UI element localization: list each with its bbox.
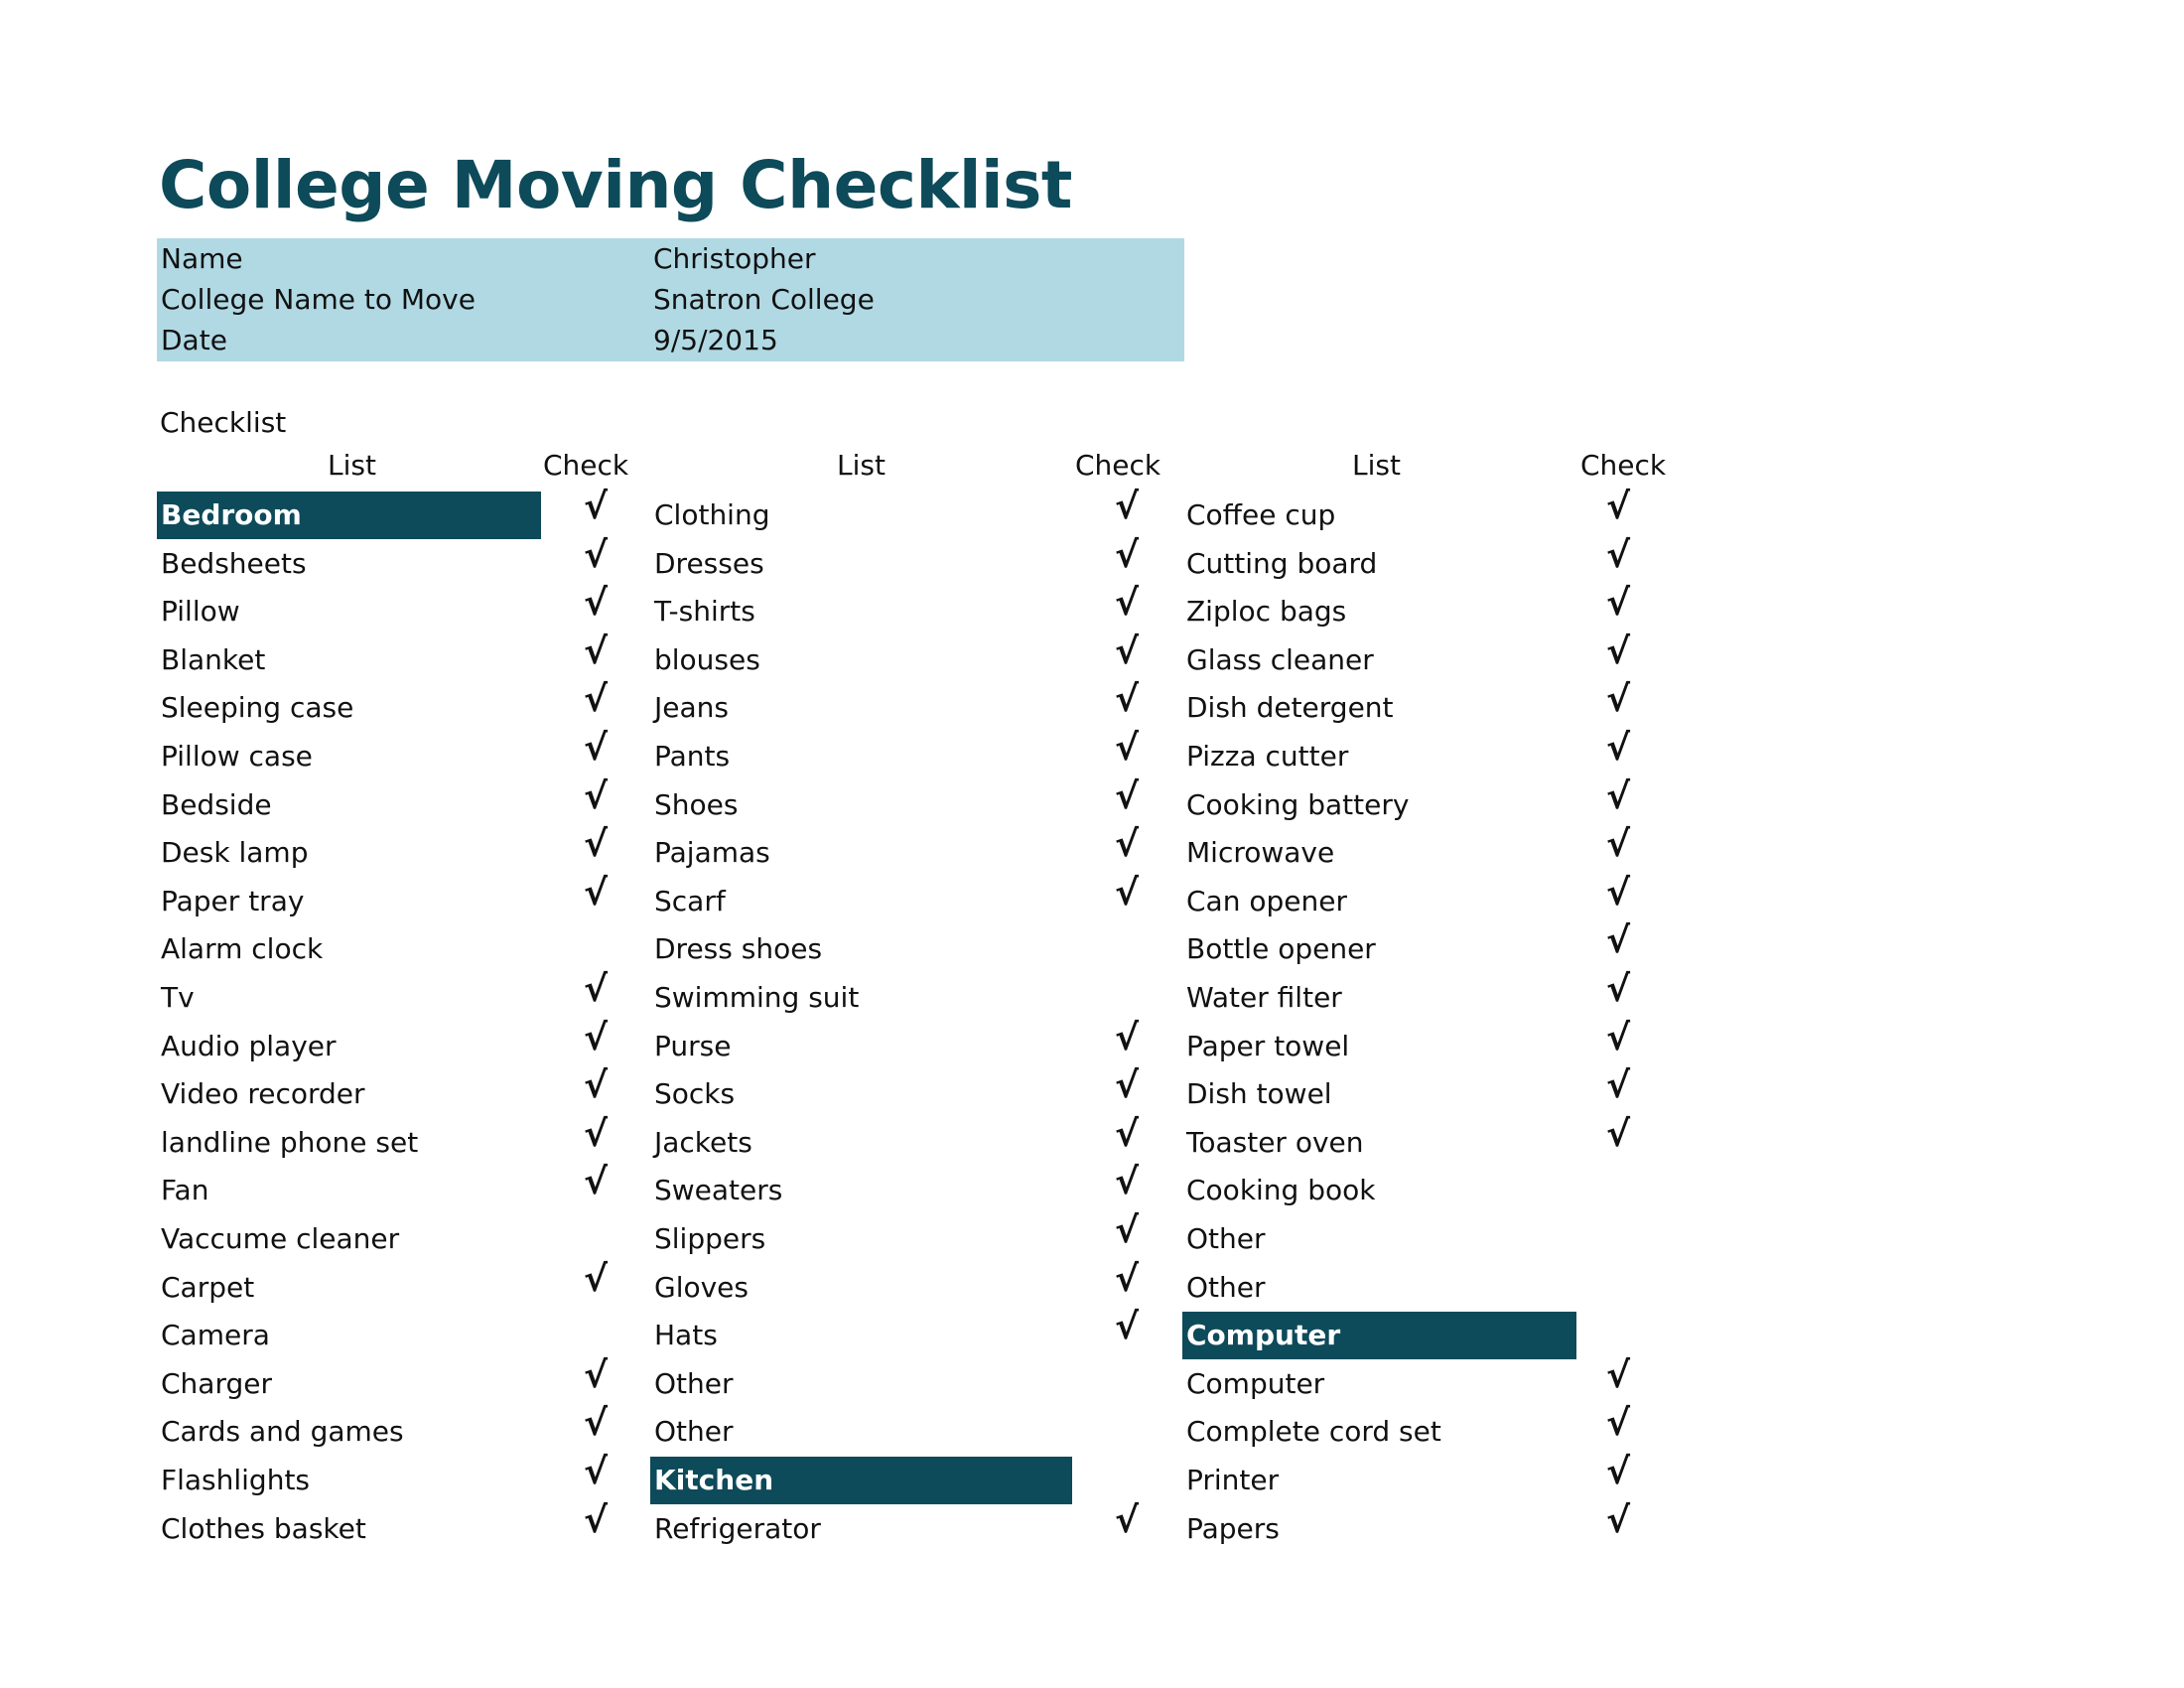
check-mark-icon[interactable]: √ <box>1606 728 1631 769</box>
check-mark-icon[interactable]: √ <box>1606 920 1631 962</box>
item-label: blouses <box>654 642 760 676</box>
checklist-item <box>650 781 1072 829</box>
item-label: Toaster oven <box>1186 1125 1364 1159</box>
check-mark-icon[interactable]: √ <box>1115 679 1140 721</box>
item-label: Carpet <box>161 1270 255 1304</box>
checklist-item <box>157 636 541 684</box>
column-header-list: List <box>837 449 886 482</box>
column-header-list: List <box>1352 449 1401 482</box>
item-label: Cards and games <box>161 1415 404 1449</box>
checklist-item <box>650 1408 1072 1456</box>
checklist-item <box>157 925 541 973</box>
item-label: Clothes basket <box>161 1511 366 1545</box>
check-mark-icon[interactable]: √ <box>1606 824 1631 866</box>
item-label: Glass cleaner <box>1186 642 1374 676</box>
item-label: Pajamas <box>654 836 770 870</box>
checklist-item <box>650 1360 1072 1408</box>
item-label: Dresses <box>654 546 764 580</box>
item-label: Other <box>654 1415 734 1449</box>
checklist-item <box>1182 1215 1576 1263</box>
category-header <box>157 492 541 539</box>
item-label: Socks <box>654 1077 736 1111</box>
item-label: Microwave <box>1186 836 1335 870</box>
checklist-item <box>157 781 541 829</box>
info-row-name <box>157 238 1184 279</box>
info-row-college <box>157 279 1184 320</box>
check-mark-icon[interactable]: √ <box>584 534 609 576</box>
checklist-label: Checklist <box>160 406 287 439</box>
check-mark-icon[interactable]: √ <box>1606 775 1631 817</box>
check-mark-icon[interactable]: √ <box>584 583 609 625</box>
category-header <box>1182 1312 1576 1359</box>
checklist-item <box>1182 974 1576 1022</box>
checklist-item <box>157 733 541 780</box>
info-value[interactable]: Snatron College <box>653 283 875 316</box>
checklist-item <box>1182 829 1576 877</box>
info-label: Date <box>161 324 227 356</box>
checklist-item <box>650 1167 1072 1214</box>
checklist-item <box>650 1215 1072 1263</box>
item-label: Computer <box>1186 1366 1325 1400</box>
item-label: Video recorder <box>161 1077 365 1111</box>
item-label: Pizza cutter <box>1186 740 1349 773</box>
item-label: Paper tray <box>161 884 305 917</box>
checklist-item <box>1182 733 1576 780</box>
check-mark-icon[interactable]: √ <box>584 1065 609 1107</box>
item-label: Clothing <box>654 498 770 531</box>
item-label: Bedside <box>161 787 272 821</box>
check-mark-icon[interactable]: √ <box>584 1017 609 1058</box>
checklist-item <box>157 829 541 877</box>
checklist-item <box>157 1505 541 1553</box>
check-mark-icon[interactable]: √ <box>1606 631 1631 672</box>
item-label: Gloves <box>654 1270 749 1304</box>
checklist-item <box>650 540 1072 588</box>
item-label: Jackets <box>654 1125 752 1159</box>
check-mark-icon[interactable]: √ <box>584 1162 609 1203</box>
item-label: Purse <box>654 1029 732 1062</box>
checklist-item <box>650 733 1072 780</box>
check-mark-icon[interactable]: √ <box>1115 1017 1140 1058</box>
item-label: Water filter <box>1186 981 1342 1014</box>
checklist-item <box>650 974 1072 1022</box>
item-label: Complete cord set <box>1186 1415 1441 1449</box>
check-mark-icon[interactable]: √ <box>584 872 609 914</box>
item-label: Papers <box>1186 1511 1280 1545</box>
checklist-item <box>157 1119 541 1167</box>
check-mark-icon[interactable]: √ <box>584 631 609 672</box>
check-mark-icon[interactable]: √ <box>1606 534 1631 576</box>
info-block <box>157 238 1184 361</box>
item-label: Scarf <box>654 884 726 917</box>
check-mark-icon[interactable]: √ <box>1606 872 1631 914</box>
category-header <box>650 1457 1072 1504</box>
item-label: Coffee cup <box>1186 498 1336 531</box>
check-mark-icon[interactable]: √ <box>584 679 609 721</box>
check-mark-icon[interactable]: √ <box>1606 1452 1631 1492</box>
checklist-item <box>650 492 1072 539</box>
page-title: College Moving Checklist <box>159 147 1072 223</box>
column-header-check: Check <box>1580 449 1667 482</box>
column-header-check: Check <box>1075 449 1161 482</box>
checklist-item <box>1182 878 1576 925</box>
checklist-item <box>157 1360 541 1408</box>
item-label: Dress shoes <box>654 932 823 966</box>
checklist-item <box>1182 588 1576 635</box>
checklist-item <box>1182 1360 1576 1408</box>
checklist-item <box>1182 925 1576 973</box>
info-label: Name <box>161 242 243 275</box>
checklist-item <box>650 1505 1072 1553</box>
item-label: Sweaters <box>654 1174 783 1207</box>
checklist-item <box>1182 1408 1576 1456</box>
check-mark-icon[interactable]: √ <box>1606 1499 1631 1541</box>
checklist-item <box>157 1167 541 1214</box>
check-mark-icon[interactable]: √ <box>1115 487 1140 527</box>
check-mark-icon[interactable]: √ <box>1115 824 1140 866</box>
check-mark-icon[interactable]: √ <box>1606 679 1631 721</box>
item-label: Computer <box>1186 1319 1341 1352</box>
check-mark-icon[interactable]: √ <box>1606 583 1631 625</box>
check-mark-icon[interactable]: √ <box>584 969 609 1010</box>
checklist-item <box>1182 1264 1576 1312</box>
item-label: Paper towel <box>1186 1029 1350 1062</box>
item-label: Flashlights <box>161 1464 311 1496</box>
item-label: Other <box>1186 1222 1266 1255</box>
checklist-item <box>650 636 1072 684</box>
info-label: College Name to Move <box>161 283 476 316</box>
item-label: Refrigerator <box>654 1511 821 1545</box>
item-label: T-shirts <box>654 595 755 629</box>
item-label: Tv <box>161 981 195 1014</box>
item-label: Bedroom <box>161 498 302 531</box>
column-header-list: List <box>328 449 376 482</box>
checklist-item <box>650 1119 1072 1167</box>
item-label: Fan <box>161 1174 209 1207</box>
checklist-item <box>157 588 541 635</box>
item-label: Shoes <box>654 787 739 821</box>
checklist-item <box>157 1070 541 1118</box>
check-mark-icon[interactable]: √ <box>1606 487 1631 527</box>
check-mark-icon[interactable]: √ <box>1606 969 1631 1010</box>
checklist-item <box>157 974 541 1022</box>
check-mark-icon[interactable]: √ <box>1606 1065 1631 1107</box>
check-mark-icon[interactable]: √ <box>1606 1017 1631 1058</box>
item-label: Hats <box>654 1319 718 1352</box>
check-mark-icon[interactable]: √ <box>584 1499 609 1541</box>
check-mark-icon[interactable]: √ <box>584 1113 609 1155</box>
check-mark-icon[interactable]: √ <box>584 1452 609 1492</box>
check-mark-icon[interactable]: √ <box>1606 1403 1631 1445</box>
item-label: Camera <box>161 1319 270 1352</box>
item-label: Desk lamp <box>161 836 309 870</box>
check-mark-icon[interactable]: √ <box>584 728 609 769</box>
checklist-item <box>1182 1023 1576 1070</box>
item-label: Other <box>1186 1270 1266 1304</box>
item-label: Can opener <box>1186 884 1347 917</box>
check-mark-icon[interactable]: √ <box>1115 1258 1140 1300</box>
item-label: Pants <box>654 740 731 773</box>
item-label: Alarm clock <box>161 932 324 966</box>
checklist-item <box>157 684 541 732</box>
checklist-item <box>650 588 1072 635</box>
check-mark-icon[interactable]: √ <box>1115 1307 1140 1348</box>
checklist-item <box>1182 492 1576 539</box>
item-label: Pillow case <box>161 740 313 773</box>
check-mark-icon[interactable]: √ <box>584 1258 609 1300</box>
checklist-item <box>650 1070 1072 1118</box>
item-label: Audio player <box>161 1029 337 1062</box>
item-label: Bedsheets <box>161 546 307 580</box>
check-mark-icon[interactable]: √ <box>584 824 609 866</box>
item-label: Swimming suit <box>654 981 860 1014</box>
checklist-item <box>650 1312 1072 1359</box>
item-label: Pillow <box>161 595 240 629</box>
item-label: Cooking battery <box>1186 787 1410 821</box>
info-value[interactable]: Christopher <box>653 242 816 275</box>
checklist-item <box>157 878 541 925</box>
item-label: Slippers <box>654 1222 766 1255</box>
checklist-item <box>157 540 541 588</box>
check-mark-icon[interactable]: √ <box>584 1403 609 1445</box>
check-mark-icon[interactable]: √ <box>1115 1113 1140 1155</box>
checklist-item <box>1182 1167 1576 1214</box>
item-label: Printer <box>1186 1464 1280 1496</box>
checklist-item <box>157 1312 541 1359</box>
checklist-item <box>650 878 1072 925</box>
checklist-item <box>650 829 1072 877</box>
item-label: Sleeping case <box>161 691 354 725</box>
item-label: Cooking book <box>1186 1174 1376 1207</box>
check-mark-icon[interactable]: √ <box>584 775 609 817</box>
item-label: Vaccume cleaner <box>161 1222 400 1255</box>
checklist-item <box>1182 1070 1576 1118</box>
check-mark-icon[interactable]: √ <box>1115 534 1140 576</box>
item-label: Cutting board <box>1186 546 1378 580</box>
item-label: Blanket <box>161 642 266 676</box>
check-mark-icon[interactable]: √ <box>1606 1113 1631 1155</box>
item-label: Bottle opener <box>1186 932 1376 966</box>
check-mark-icon[interactable]: √ <box>1115 872 1140 914</box>
item-label: Jeans <box>654 691 729 725</box>
checklist-item <box>1182 1119 1576 1167</box>
check-mark-icon[interactable]: √ <box>1115 1499 1140 1541</box>
check-mark-icon[interactable]: √ <box>584 1354 609 1396</box>
checklist-item <box>650 1023 1072 1070</box>
checklist-item <box>157 1023 541 1070</box>
check-mark-icon[interactable]: √ <box>1115 1162 1140 1203</box>
check-mark-icon[interactable]: √ <box>1115 631 1140 672</box>
check-mark-icon[interactable]: √ <box>1606 1354 1631 1396</box>
checklist-item <box>157 1215 541 1263</box>
check-mark-icon[interactable]: √ <box>1115 728 1140 769</box>
checklist-item <box>157 1264 541 1312</box>
check-mark-icon[interactable]: √ <box>1115 775 1140 817</box>
checklist-item <box>157 1408 541 1456</box>
item-label: Other <box>654 1366 734 1400</box>
info-row-date <box>157 320 1184 360</box>
check-mark-icon[interactable]: √ <box>1115 1210 1140 1251</box>
checklist-item <box>650 925 1072 973</box>
check-mark-icon[interactable]: √ <box>1115 583 1140 625</box>
column-header-check: Check <box>543 449 629 482</box>
checklist-item <box>1182 1457 1576 1504</box>
info-value[interactable]: 9/5/2015 <box>653 324 778 356</box>
check-mark-icon[interactable]: √ <box>1115 1065 1140 1107</box>
item-label: Dish towel <box>1186 1077 1332 1111</box>
item-label: Charger <box>161 1366 272 1400</box>
item-label: Ziploc bags <box>1186 595 1347 629</box>
checklist-item <box>1182 636 1576 684</box>
checklist-item <box>650 1264 1072 1312</box>
checklist-item <box>1182 540 1576 588</box>
item-label: Dish detergent <box>1186 691 1394 725</box>
checklist-item <box>650 684 1072 732</box>
item-label: landline phone set <box>161 1125 419 1159</box>
checklist-item <box>1182 781 1576 829</box>
checklist-item <box>157 1457 541 1504</box>
item-label: Kitchen <box>654 1464 774 1496</box>
checklist-item <box>1182 1505 1576 1553</box>
check-mark-icon[interactable]: √ <box>584 487 609 527</box>
checklist-item <box>1182 684 1576 732</box>
